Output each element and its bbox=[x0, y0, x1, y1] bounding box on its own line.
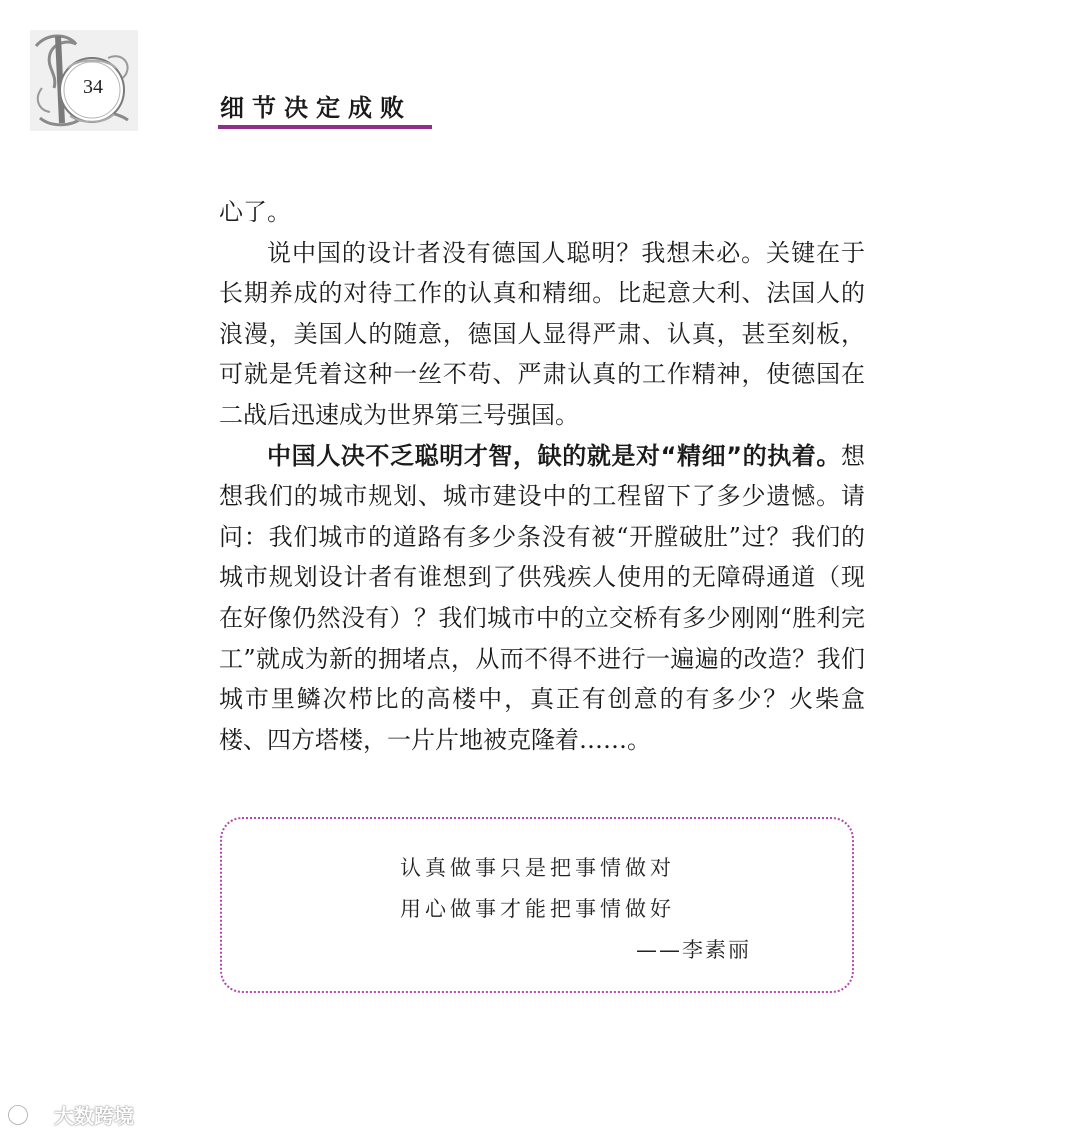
header-underline bbox=[218, 125, 432, 129]
running-header-title: 细节决定成败 bbox=[220, 93, 412, 122]
paragraph-city-planning bbox=[219, 436, 865, 761]
quote-line-2: 用心做事才能把事情做好 bbox=[400, 897, 675, 921]
watermark bbox=[8, 1100, 134, 1129]
watermark-text: 大数跨境 bbox=[54, 1104, 134, 1128]
watermark-logo-icon bbox=[8, 1103, 48, 1127]
quote-attribution: ——李素丽 bbox=[636, 938, 751, 962]
paragraph-designers: 说中国的设计者没有德国人聪明？我想未必。关键在于长期养成的对待工作的认真和精细。比起意大利、法国人的浪漫，美国人的随意，德国人显得严肃、认真，甚至刻板，可就是凭着这种一丝不苟、严肃认真的工作精神，使德国在二战后迅速成为世界第三号强国。 bbox=[219, 238, 865, 429]
quote-box bbox=[220, 817, 854, 993]
bold-statement: 中国人决不乏聪明才智，缺的就是对“精细”的执着。 bbox=[267, 441, 841, 470]
paragraph-city-planning-text: 想想我们的城市规划、城市建设中的工程留下了多少遗憾。请问：我们城市的道路有多少条没有被“开膛破肚”过？我们的城市规划设计者有谁想到了供残疾人使用的无障碍通道（现在好像仍然没有）？我们城市中的立交桥有多少刚刚“胜利完工”就成为新的拥堵点，从而不得不进行一遍遍的改造？我们城市里鳞次栉比的高楼中，真正有创意的有多少？火柴盒楼、四方塔楼，一片片地被克隆着……。 bbox=[219, 441, 865, 754]
page-number: 34 bbox=[83, 76, 103, 98]
paragraph-continuation: 心了。 bbox=[219, 198, 291, 226]
quote-line-1: 认真做事只是把事情做对 bbox=[400, 856, 675, 880]
body-text bbox=[219, 192, 865, 760]
